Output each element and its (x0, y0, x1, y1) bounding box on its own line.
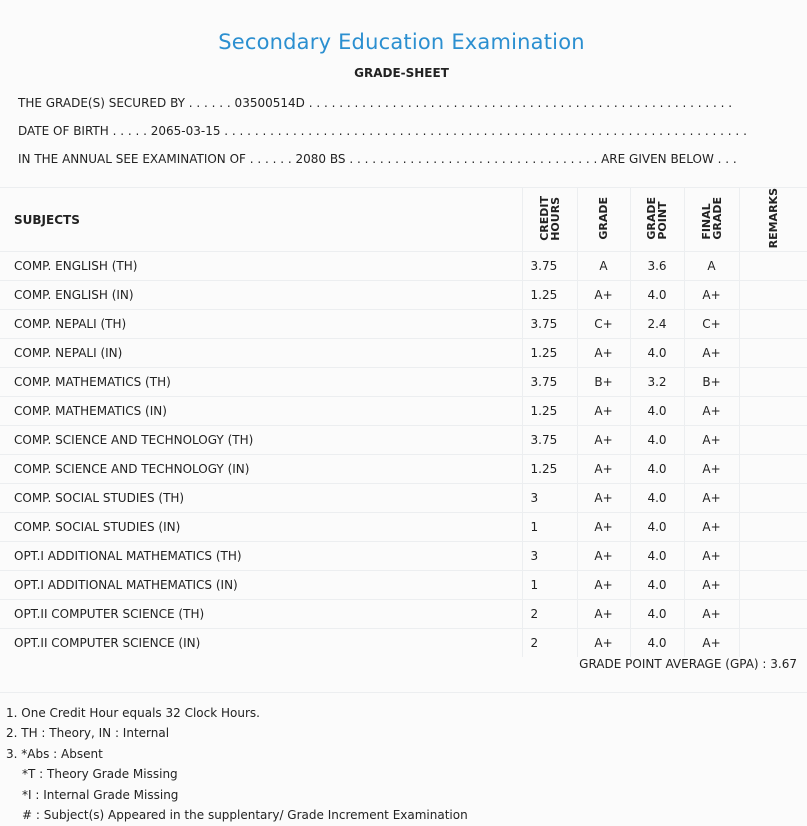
grade-cell: A+ (577, 339, 630, 368)
header-subjects: SUBJECTS (0, 188, 522, 252)
header-grade: GRADE (577, 188, 630, 252)
subject-cell: OPT.II COMPUTER SCIENCE (TH) (0, 600, 522, 629)
credit-hours-cell: 3 (522, 484, 577, 513)
table-row (0, 571, 807, 600)
subject-cell: COMP. SOCIAL STUDIES (IN) (0, 513, 522, 542)
final-grade-cell: A+ (684, 339, 739, 368)
remarks-cell (739, 397, 807, 426)
credit-hours-cell: 3.75 (522, 426, 577, 455)
exam-line: IN THE ANNUAL SEE EXAMINATION OF . . . . . . 2080 BS . . . . . . . . . . . . . . . . . . . . . . . . . . . . . . . . . ARE GIVEN BELOW . . . (18, 152, 737, 166)
remarks-cell (739, 455, 807, 484)
final-grade-cell: A+ (684, 542, 739, 571)
subject-cell: COMP. MATHEMATICS (IN) (0, 397, 522, 426)
credit-hours-cell: 1 (522, 513, 577, 542)
final-grade-cell: A+ (684, 397, 739, 426)
final-grade-cell: A+ (684, 571, 739, 600)
subject-cell: COMP. NEPALI (IN) (0, 339, 522, 368)
table-row (0, 600, 807, 629)
credit-hours-cell: 2 (522, 600, 577, 629)
subject-cell: COMP. ENGLISH (IN) (0, 281, 522, 310)
credit-hours-cell: 3.75 (522, 368, 577, 397)
grade-point-cell: 4.0 (630, 455, 684, 484)
table-row (0, 368, 807, 397)
note-3: 3. *Abs : Absent (6, 746, 103, 761)
sub-note-supplementary: # : Subject(s) Appeared in the supplentary/ Grade Increment Examination (22, 808, 468, 823)
page-title: Secondary Education Examination (218, 30, 585, 54)
note-1: 1. One Credit Hour equals 32 Clock Hours. (6, 706, 260, 720)
table-row (0, 252, 807, 281)
final-grade-cell: A+ (684, 281, 739, 310)
note-2: 2. TH : Theory, IN : Internal (6, 726, 170, 741)
subject-cell: COMP. SOCIAL STUDIES (TH) (0, 484, 522, 513)
table-row (0, 339, 807, 368)
remarks-cell (739, 368, 807, 397)
remarks-cell (739, 426, 807, 455)
grade-cell: A+ (577, 513, 630, 542)
table-header-row (0, 188, 807, 252)
grade-point-cell: 4.0 (630, 426, 684, 455)
final-grade-cell: A+ (684, 629, 739, 658)
credit-hours-cell: 1.25 (522, 339, 577, 368)
credit-hours-cell: 3.75 (522, 310, 577, 339)
remarks-cell (739, 339, 807, 368)
grade-point-cell: 4.0 (630, 397, 684, 426)
grade-point-cell: 4.0 (630, 281, 684, 310)
table-row (0, 542, 807, 571)
remarks-cell (739, 310, 807, 339)
header-grade-point: GRADE POINT (630, 188, 684, 252)
grade-cell: A+ (577, 426, 630, 455)
remarks-cell (739, 629, 807, 658)
grade-point-cell: 4.0 (630, 339, 684, 368)
grade-point-cell: 4.0 (630, 542, 684, 571)
final-grade-cell: A+ (684, 513, 739, 542)
table-row (0, 397, 807, 426)
grade-cell: A+ (577, 542, 630, 571)
subject-cell: COMP. NEPALI (TH) (0, 310, 522, 339)
table-row (0, 310, 807, 339)
final-grade-cell: A+ (684, 455, 739, 484)
date-of-birth-line: DATE OF BIRTH . . . . . 2065-03-15 . . . . . . . . . . . . . . . . . . . . . . . . . . . . . . . . . . . . . . . . . . . . . . . . . . . . . . . . . . . . . . . . . . . . . (18, 124, 747, 138)
final-grade-cell: B+ (684, 368, 739, 397)
credit-hours-cell: 1.25 (522, 281, 577, 310)
grade-point-cell: 4.0 (630, 600, 684, 629)
grade-cell: A+ (577, 571, 630, 600)
gpa-summary: GRADE POINT AVERAGE (GPA) : 3.67 (579, 657, 797, 671)
table-row (0, 281, 807, 310)
remarks-cell (739, 513, 807, 542)
secured-by-line: THE GRADE(S) SECURED BY . . . . . . 03500514D . . . . . . . . . . . . . . . . . . . . . . . . . . . . . . . . . . . . . . . . . . . . . . . . . . . . . . . . (18, 96, 733, 110)
credit-hours-cell: 1.25 (522, 397, 577, 426)
grade-cell: A+ (577, 397, 630, 426)
grade-point-cell: 4.0 (630, 513, 684, 542)
subject-cell: COMP. SCIENCE AND TECHNOLOGY (TH) (0, 426, 522, 455)
final-grade-cell: A (684, 252, 739, 281)
grade-table (0, 187, 807, 657)
final-grade-cell: A+ (684, 484, 739, 513)
credit-hours-cell: 1 (522, 571, 577, 600)
remarks-cell (739, 542, 807, 571)
table-row (0, 455, 807, 484)
grade-cell: C+ (577, 310, 630, 339)
credit-hours-cell: 2 (522, 629, 577, 658)
table-row (0, 513, 807, 542)
subject-cell: OPT.I ADDITIONAL MATHEMATICS (IN) (0, 571, 522, 600)
subject-cell: OPT.II COMPUTER SCIENCE (IN) (0, 629, 522, 658)
grade-point-cell: 4.0 (630, 571, 684, 600)
grade-cell: A+ (577, 484, 630, 513)
grade-cell: A (577, 252, 630, 281)
grade-cell: A+ (577, 629, 630, 658)
grade-point-cell: 2.4 (630, 310, 684, 339)
subject-cell: COMP. SCIENCE AND TECHNOLOGY (IN) (0, 455, 522, 484)
header-final-grade: FINAL GRADE (684, 188, 739, 252)
grade-point-cell: 3.2 (630, 368, 684, 397)
header-credit-hours: CREDIT HOURS (522, 188, 577, 252)
subject-cell: COMP. MATHEMATICS (TH) (0, 368, 522, 397)
grade-point-cell: 3.6 (630, 252, 684, 281)
grade-cell: B+ (577, 368, 630, 397)
table-row (0, 426, 807, 455)
remarks-cell (739, 281, 807, 310)
remarks-cell (739, 484, 807, 513)
subject-cell: COMP. ENGLISH (TH) (0, 252, 522, 281)
credit-hours-cell: 1.25 (522, 455, 577, 484)
divider (0, 692, 807, 693)
notes (6, 703, 468, 825)
table-row (0, 629, 807, 658)
remarks-cell (739, 600, 807, 629)
remarks-cell (739, 252, 807, 281)
grade-point-cell: 4.0 (630, 629, 684, 658)
sub-note-theory-missing: *T : Theory Grade Missing (22, 767, 178, 782)
header-remarks: REMARKS (739, 188, 807, 252)
credit-hours-cell: 3 (522, 542, 577, 571)
remarks-cell (739, 571, 807, 600)
grade-point-cell: 4.0 (630, 484, 684, 513)
grade-cell: A+ (577, 455, 630, 484)
grade-cell: A+ (577, 600, 630, 629)
sub-note-internal-missing: *I : Internal Grade Missing (22, 787, 179, 802)
subject-cell: OPT.I ADDITIONAL MATHEMATICS (TH) (0, 542, 522, 571)
table-row (0, 484, 807, 513)
credit-hours-cell: 3.75 (522, 252, 577, 281)
final-grade-cell: A+ (684, 426, 739, 455)
page-subtitle: GRADE-SHEET (354, 66, 449, 80)
final-grade-cell: C+ (684, 310, 739, 339)
grade-cell: A+ (577, 281, 630, 310)
final-grade-cell: A+ (684, 600, 739, 629)
